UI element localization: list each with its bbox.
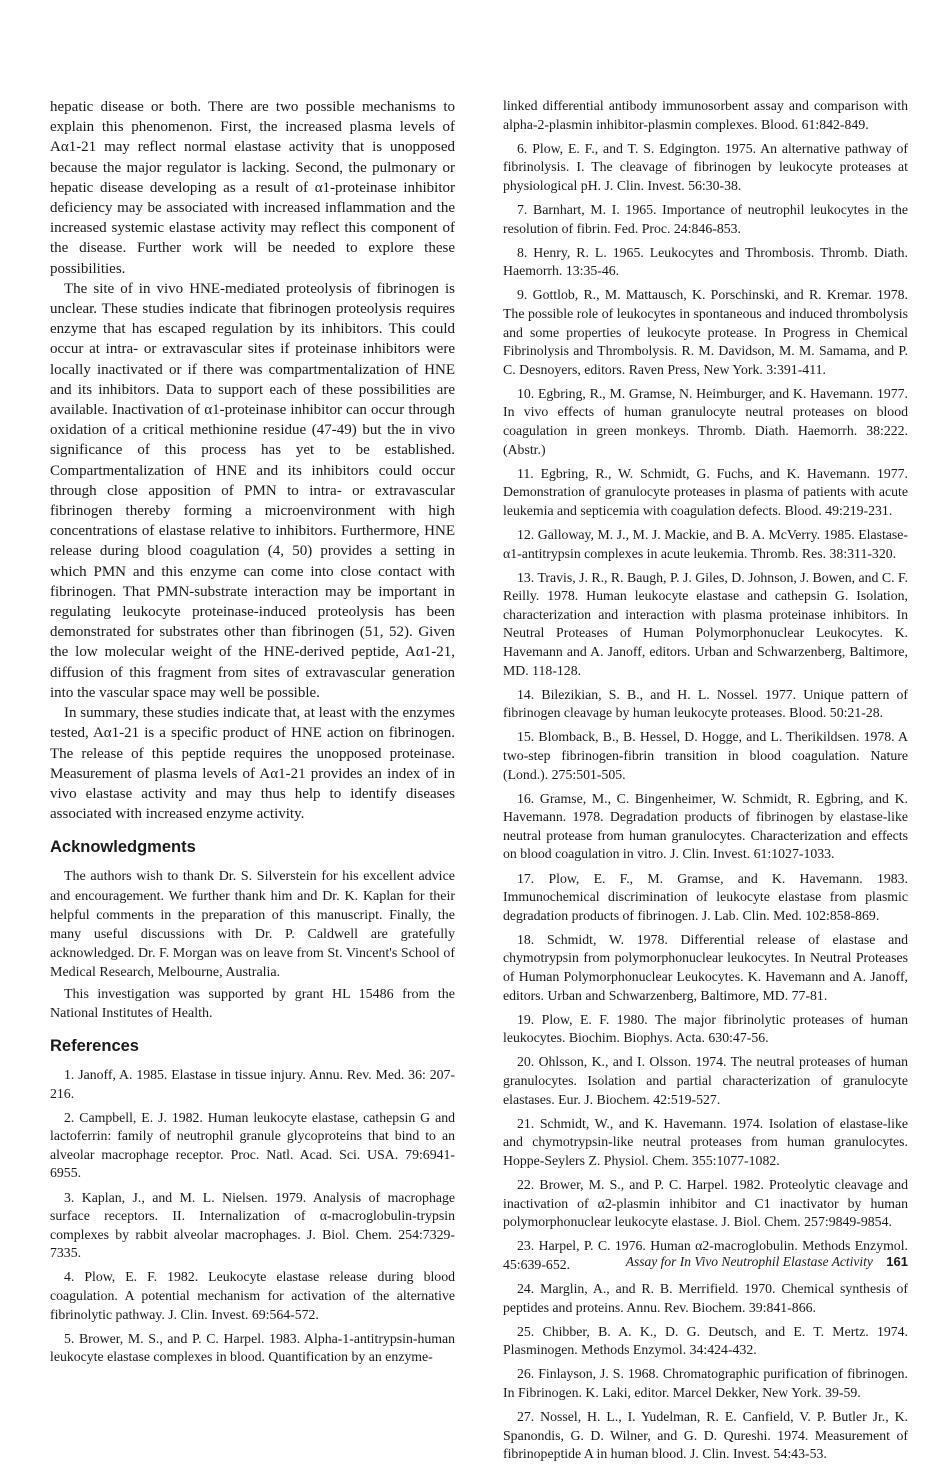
references-heading: References (50, 1036, 139, 1055)
acknowledgments-paragraph: This investigation was supported by grant HL 15486 from the National Institutes of Health. (50, 986, 455, 1021)
reference-item: 20. Ohlsson, K., and I. Olsson. 1974. The neutral proteases of human granulocytes. Isolation and partial characterization of granulocyte elastases. Eur. J. Biochem. 42:519-527. (503, 1054, 908, 1107)
reference-item: 8. Henry, R. L. 1965. Leukocytes and Thrombosis. Thromb. Diath. Haemorrh. 13:35-46. (503, 244, 908, 279)
body-paragraph: hepatic disease or both. There are two possible mechanisms to explain this phenomenon. First, the increased plasma levels of Aα1-21 may reflect normal elastase activity that is unopposed because the major regulator is lacking. Second, the pulmonary or hepatic disease developing as a result of α1-proteinase inhibitor deficiency may be associated with increased inflammation and the increased systemic elastase activity may reflect this component of the disease. Further work will be needed to explore these possibilities. (50, 99, 455, 277)
reference-item: 9. Gottlob, R., M. Mattausch, K. Porschinski, and R. Kremar. 1978. The possible role of leukocytes in spontaneous and induced thrombolysis and some properties of leukocyte protease. In Progress in Chemical Fibrinolysis and Thrombolysis. R. M. Davidson, M. M. Samama, and P. C. Desnoyers, editors. Raven Press, New York. 3:391-411. (503, 287, 908, 377)
reference-item: 12. Galloway, M. J., M. J. Mackie, and B. A. McVerry. 1985. Elastase-α1-antitrypsin complexes in acute leukemia. Thromb. Res. 38:311-320. (503, 526, 908, 561)
reference-item: 11. Egbring, R., W. Schmidt, G. Fuchs, and K. Havemann. 1977. Demonstration of granulocyte proteases in plasma of patients with acute leukemia and septicemia with coagulation defects. Blood. 49:219-231. (503, 465, 908, 518)
reference-item: 22. Brower, M. S., and P. C. Harpel. 1982. Proteolytic cleavage and inactivation of α2-plasmin inhibitor and C1 inactivator by human polymorphonuclear leukocyte elastase. J. Biol. Chem. 257:9849-9854. (503, 1176, 908, 1230)
reference-item: 27. Nossel, H. L., I. Yudelman, R. E. Canfield, V. P. Butler Jr., K. Spanondis, G. D. Wilner, and G. D. Qureshi. 1974. Measurement of fibrinopeptide A in human blood. J. Clin. Invest. 54:43-53. (503, 1409, 908, 1462)
body-paragraph: In summary, these studies indicate that, at least with the enzymes tested, Aα1-21 is a specific product of HNE action on fibrinogen. The release of this peptide requires the unopposed proteinase. Measurement of plasma levels of Aα1-21 provides an index of in vivo elastase activity and may thus help to identify diseases associated with increased enzyme activity. (50, 705, 455, 823)
acknowledgments-paragraph: The authors wish to thank Dr. S. Silverstein for his excellent advice and encouragement. We further thank him and Dr. K. Kaplan for their helpful comments in the preparation of this manuscript. Finally, the many useful discussions with Dr. P. Caldwell are gratefully acknowledged. Dr. F. Morgan was on leave from St. Vincent's School of Medical Research, Melbourne, Australia. (50, 869, 455, 981)
page-footer (626, 1254, 908, 1270)
reference-item: 4. Plow, E. F. 1982. Leukocyte elastase release during blood coagulation. A potential mechanism for activation of the alternative fibrinolytic pathway. J. Clin. Invest. 69:564-572. (50, 1269, 455, 1322)
acknowledgments-heading: Acknowledgments (50, 838, 196, 857)
reference-item: 15. Blomback, B., B. Hessel, D. Hogge, and L. Therikildsen. 1978. A two-step fibrinogen-fibrin transition in blood coagulation. Nature (Lond.). 275:501-505. (503, 729, 908, 782)
left-column (50, 97, 455, 1372)
reference-item: 14. Bilezikian, S. B., and H. L. Nossel. 1977. Unique pattern of fibrinogen cleavage by human leukocyte proteases. Blood. 50:21-28. (503, 686, 908, 721)
reference-item: 1. Janoff, A. 1985. Elastase in tissue injury. Annu. Rev. Med. 36: 207-216. (50, 1066, 455, 1101)
page-number: 161 (886, 1254, 908, 1269)
reference-item: 16. Gramse, M., C. Bingenheimer, W. Schmidt, R. Egbring, and K. Havemann. 1978. Degradation products of fibrinogen by elastase-like neutral protease from human granulocytes. Characterization and effects on blood coagulation in vitro. J. Clin. Invest. 61:1027-1033. (503, 790, 908, 862)
reference-item: 10. Egbring, R., M. Gramse, N. Heimburger, and K. Havemann. 1977. In vivo effects of human granulocyte neutral proteases on blood coagulation in green monkeys. Thromb. Diath. Haemorrh. 38:222. (Abstr.) (503, 385, 908, 457)
reference-item: 25. Chibber, B. A. K., D. G. Deutsch, and E. T. Mertz. 1974. Plasminogen. Methods Enzymol. 34:424-432. (503, 1323, 908, 1358)
reference-item: 6. Plow, E. F., and T. S. Edgington. 1975. An alternative pathway of fibrinolysis. I. The cleavage of fibrinogen by leukocyte proteases at physiological pH. J. Clin. Invest. 56:30-38. (503, 140, 908, 193)
reference-item: 17. Plow, E. F., M. Gramse, and K. Havemann. 1983. Immunochemical discrimination of leukocyte elastase from plasmic degradation products of fibrinogen. J. Lab. Clin. Med. 102:858-869. (503, 870, 908, 923)
reference-item: 18. Schmidt, W. 1978. Differential release of elastase and chymotrypsin from polymorphonuclear leukocytes. In Neutral Proteases of Human Polymorphonuclear Leukocytes. K. Havemann and A. Janoff, editors. Urban and Schwarzenberg, Baltimore, MD. 77-81. (503, 931, 908, 1003)
reference-item: 19. Plow, E. F. 1980. The major fibrinolytic proteases of human leukocytes. Biochim. Biophys. Acta. 630:47-56. (503, 1011, 908, 1046)
reference-item: 13. Travis, J. R., R. Baugh, P. J. Giles, D. Johnson, J. Bowen, and C. F. Reilly. 1978. Human leukocyte elastase and cathepsin G. Isolation, characterization and interaction with plasma proteinase inhibitors. In Neutral Proteases of Human Polymorphonuclear Leukocytes. K. Havemann and A. Janoff, editors. Urban and Schwarzenberg, Baltimore, MD. 118-128. (503, 569, 909, 678)
reference-item: 23. Harpel, P. C. 1976. Human α2-macroglobulin. Methods Enzymol. 45:639-652. (503, 1238, 908, 1272)
reference-item: 2. Campbell, E. J. 1982. Human leukocyte elastase, cathepsin G and lactoferrin: family of neutrophil granule glycoproteins that bind to an alveolar macrophage receptor. Proc. Natl. Acad. Sci. USA. 79:6941-6955. (50, 1109, 455, 1181)
reference-item: 24. Marglin, A., and R. B. Merrifield. 1970. Chemical synthesis of peptides and proteins. Annu. Rev. Biochem. 39:841-866. (503, 1280, 908, 1315)
reference-item: 26. Finlayson, J. S. 1968. Chromatographic purification of fibrinogen. In Fibrinogen. K. Laki, editor. Marcel Dekker, New York. 39-59. (503, 1366, 908, 1400)
reference-item: 21. Schmidt, W., and K. Havemann. 1974. Isolation of elastase-like and chymotrypsin-like neutral proteases from human granulocytes. Hoppe-Seylers Z. Physiol. Chem. 355:1077-1082. (503, 1115, 908, 1168)
reference-item: 5. Brower, M. S., and P. C. Harpel. 1983. Alpha-1-antitrypsin-human leukocyte elastase complexes in blood. Quantification by an enzyme- (50, 1330, 455, 1365)
running-title: Assay for In Vivo Neutrophil Elastase Activity (625, 1254, 873, 1269)
reference-item: 3. Kaplan, J., and M. L. Nielsen. 1979. Analysis of macrophage surface receptors. II. Internalization of α-macroglobulin-trypsin complexes by rabbit alveolar macrophages. J. Biol. Chem. 254:7329-7335. (50, 1189, 455, 1261)
reference-item: 7. Barnhart, M. I. 1965. Importance of neutrophil leukocytes in the resolution of fibrin. Fed. Proc. 24:846-853. (503, 201, 908, 236)
body-paragraph: The site of in vivo HNE-mediated proteolysis of fibrinogen is unclear. These studies indicate that fibrinogen proteolysis requires enzyme that has escaped regulation by its inhibitors. This could occur at intra- or extravascular sites if proteinase inhibitors were locally inactivated or if there was compartmentalization of HNE and its inhibitors. Data to support each of these possibilities are available. Inactivation of α1-proteinase inhibitor can occur through oxidation of a critical methionine residue (47-49) but the in vivo significance of this process has yet to be established. Compartmentalization of HNE and its inhibitors could occur through close apposition of PMN to intra- or extravascular fibrinogen thereby forming a microenvironment with high concentrations of elastase relative to inhibitors. Furthermore, HNE release during blood coagulation (4, 50) provides a setting in which PMN and this enzyme can come into close contact with fibrinogen. That PMN-substrate interaction may be important in regulating leukocyte proteinase-induced proteolysis has been demonstrated for substrates other than fibrinogen (51, 52). Given the low molecular weight of the HNE-derived peptide, Aα1-21, diffusion of this fragment from sites of extravascular generation into the vascular space may well be possible. (50, 280, 455, 701)
reference-continuation: linked differential antibody immunosorbent assay and comparison with alpha-2-plasmin inhibitor-plasmin complexes. Blood. 61:842-849. (503, 98, 908, 132)
